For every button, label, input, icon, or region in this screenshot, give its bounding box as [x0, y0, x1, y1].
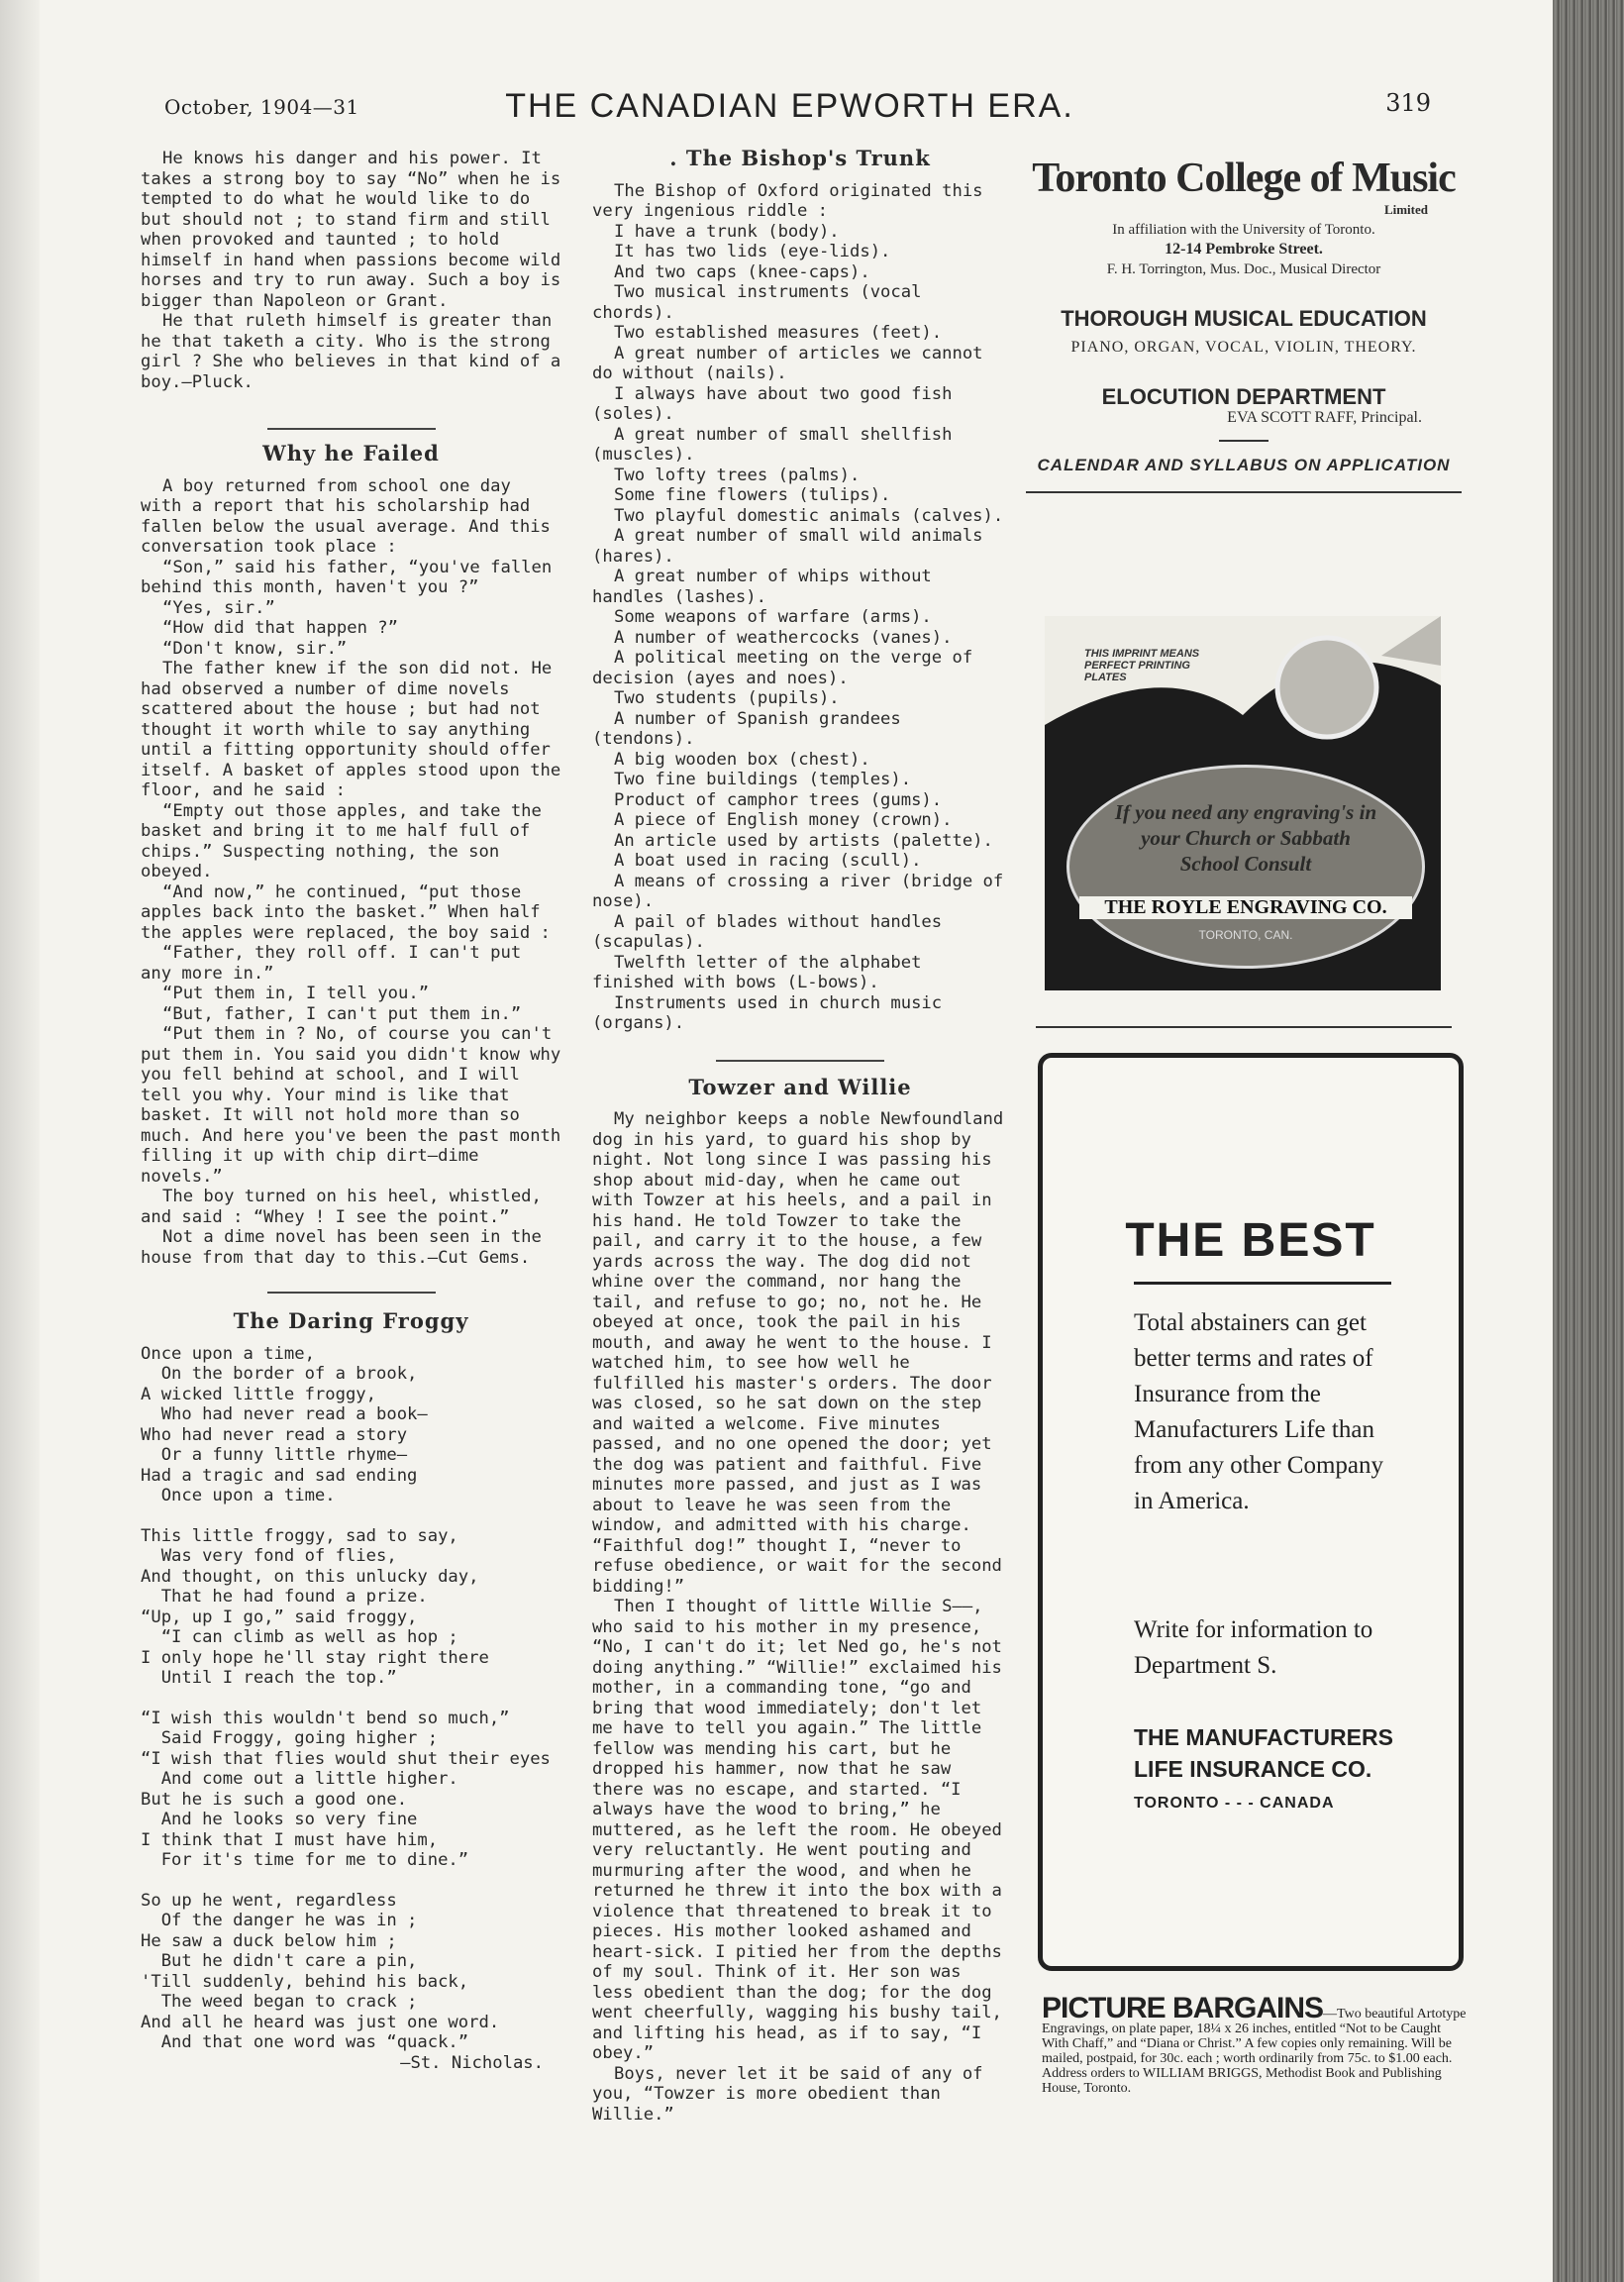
picture-bargains-ad: [1042, 1992, 1468, 2096]
best-underline: [1134, 1282, 1391, 1285]
picture-bargains-title: PICTURE BARGAINS: [1042, 1992, 1324, 2024]
riddle-line: Instruments used in church music (organs).: [592, 992, 943, 1033]
poem-line: But he is such a good one.: [141, 1789, 408, 1810]
book-spine: [1553, 0, 1624, 2282]
toronto-college-of-music-title: Toronto College of Music: [1032, 156, 1456, 201]
paragraph: Boys, never let it be said of any of you, “Towzer is more obedient than Willie.”: [592, 2063, 983, 2125]
riddle-line: I have a trunk (body).: [614, 221, 840, 242]
best-company: THE MANUFACTURERS LIFE INSURANCE CO.: [1134, 1724, 1393, 1782]
royle-city: TORONTO, CAN.: [1198, 928, 1293, 942]
riddle-line: Two fine buildings (temples).: [614, 770, 912, 789]
poem-line: “I wish that flies would shut their eyes: [141, 1748, 551, 1769]
poem-line: [141, 1506, 561, 1526]
poem-line: And thought, on this unlucky day,: [141, 1566, 479, 1587]
riddle-line: Product of camphor trees (gums).: [614, 789, 943, 810]
poem-line: Who had never read a book—: [141, 1404, 428, 1424]
riddle-line: A great number of small shellfish (muscles).: [592, 424, 953, 465]
riddle-line: A number of weathercocks (vanes).: [614, 627, 953, 648]
poem-line: He saw a duck below him ;: [141, 1930, 397, 1951]
column-left: [141, 149, 561, 2073]
paragraph: My neighbor keeps a noble Newfoundland dog in his yard, to guard his shop by night. Not long since I was passing his shop about mid-day, when he came out with Towzer at his heels, and a pail in his hand. He told Towzer to take the pail, and carry it to the house, a few yards across the way. The dog did not whine over the command, nor hang the tail, and refuse to go; no, not he. He obeyed at once, took the pail in his mouth, and away he went to the house. I watched him, to see how well he fulfilled his master's orders. The door was closed, so he sat down on the step and waited a welcome. Five minutes passed, and no one opened the door; yet the dog was patient and faithful. Five minutes more passed, and just as I was about to leave he was seen from the window, and admitted with his charge. “Faithful dog!” thought I, “never to refuse obedience, or wait for the second bidding!”: [592, 1109, 1004, 1597]
divider: [1036, 1026, 1452, 1028]
towzer-and-willie-body: [592, 1109, 1008, 2125]
paragraph: He knows his danger and his power. It takes a strong boy to say “No” when he is tempted to do what he would like to do but should not ; to stand firm and still when provoked and taunted ; to hold himself in hand when passions become wild horses and try to run away. Such a boy is bigger than Napoleon or Grant.: [141, 149, 561, 311]
riddle-line: Two established measures (feet).: [614, 323, 943, 343]
paragraph: A boy returned from school one day with a report that his scholarship had fallen below the usual average. And this conversation took place :: [141, 475, 551, 557]
paragraph: “Put them in ? No, of course you can't put them in. You said you didn't know why you fell behind at school, and I will tell you why. Your mind is like that basket. It will not hold more than so much. And here you've been the past month filling it up with chip dirt—dime novels.”: [141, 1024, 561, 1187]
magazine-title: THE CANADIAN EPWORTH ERA.: [505, 87, 1074, 125]
daring-froggy-poem: [141, 1344, 561, 2053]
paragraph: “How did that happen ?”: [162, 618, 398, 638]
poem-line: A wicked little froggy,: [141, 1384, 376, 1404]
riddle-line: Some fine flowers (tulips).: [614, 485, 891, 505]
riddle-line: Two lofty trees (palms).: [614, 465, 861, 485]
poem-line: I think that I must have him,: [141, 1829, 439, 1850]
poem-line: Of the danger he was in ;: [141, 1911, 418, 1930]
riddle-line: A number of Spanish grandees (tendons).: [592, 708, 901, 749]
paragraph: “Don't know, sir.”: [162, 638, 348, 659]
poem-line: Once upon a time,: [141, 1343, 315, 1364]
article-heading-why-he-failed: Why he Failed: [262, 441, 440, 466]
riddle-line: A political meeting on the verge of decision (ayes and noes).: [592, 648, 973, 688]
royle-oval: [1066, 765, 1425, 969]
tcm-director: F. H. Torrington, Mus. Doc., Musical Director: [1106, 261, 1381, 277]
poem-line: [141, 1871, 561, 1891]
riddle-line: It has two lids (eye-lids).: [614, 242, 891, 261]
riddle-line: An article used by artists (palette).: [614, 830, 993, 851]
paragraph: He that ruleth himself is greater than he that taketh a city. Who is the strong girl ? She who believes in that kind of a boy.—Pluck.: [141, 311, 561, 392]
tcm-address: 12-14 Pembroke Street.: [1165, 241, 1323, 258]
issue-date: October, 1904—31: [164, 95, 359, 119]
riddle-line: A piece of English money (crown).: [614, 810, 953, 830]
riddle-line: A great number of small wild animals (hares).: [592, 526, 983, 567]
paragraph: Not a dime novel has been seen in the house from that day to this.—Cut Gems.: [141, 1227, 542, 1268]
bishop-intro: The Bishop of Oxford originated this very ingenious riddle :: [592, 180, 983, 221]
riddle-line: Two students (pupils).: [614, 688, 840, 708]
riddle-line: A boat used in racing (scull).: [614, 851, 922, 871]
poem-line: Or a funny little rhyme—: [141, 1445, 408, 1465]
poem-line: For it's time for me to dine.”: [141, 1850, 469, 1870]
poem-line: Once upon a time.: [141, 1486, 336, 1505]
paragraph: “But, father, I can't put them in.”: [162, 1003, 522, 1024]
poem-line: On the border of a brook,: [141, 1364, 418, 1384]
paragraph: The father knew if the son did not. He had observed a number of dime novels scattered about the house ; but had not thought it worth while to say anything until a fitting opportunity should offer itself. A basket of apples stood upon the floor, and he said :: [141, 659, 561, 800]
poem-line: The weed began to crack ;: [141, 1992, 418, 2012]
intro-text: [141, 149, 561, 392]
poem-line: Until I reach the top.”: [141, 1668, 397, 1688]
best-title: THE BEST: [1125, 1214, 1376, 1267]
poem-line: But he didn't care a pin,: [141, 1951, 418, 1971]
riddle-line: And two caps (knee-caps).: [614, 261, 870, 282]
royle-imprint: THIS IMPRINT MEANS PERFECT PRINTING PLATES: [1084, 648, 1200, 683]
poem-line: And that one word was “quack.”: [141, 2032, 469, 2052]
column-middle: [592, 146, 1008, 2125]
tcm-elocution: ELOCUTION DEPARTMENT: [1101, 384, 1386, 409]
poem-line: [141, 1689, 561, 1709]
poem-line: I only hope he'll stay right there: [141, 1647, 489, 1668]
poem-line: So up he went, regardless: [141, 1890, 397, 1911]
tcm-thorough: THOROUGH MUSICAL EDUCATION: [1061, 306, 1427, 331]
paragraph: “Put them in, I tell you.”: [162, 984, 430, 1003]
paragraph: “Yes, sir.”: [162, 597, 275, 618]
article-heading-daring-froggy: The Daring Froggy: [233, 1308, 469, 1333]
paragraph: “Father, they roll off. I can't put any more in.”: [141, 943, 522, 984]
riddle-line: Two musical instruments (vocal chords).: [592, 282, 922, 323]
poem-line: This little froggy, sad to say,: [141, 1525, 458, 1546]
poem-line: And all he heard was just one word.: [141, 2012, 500, 2032]
tcm-limited: Limited: [1383, 202, 1428, 217]
poem-line: 'Till suddenly, behind his back,: [141, 1971, 469, 1992]
tcm-subjects: PIANO, ORGAN, VOCAL, VIOLIN, THEORY.: [1070, 338, 1417, 356]
riddle-line: A pail of blades without handles (scapulas).: [592, 911, 943, 952]
riddle-line: A great number of articles we cannot do without (nails).: [592, 343, 983, 383]
page-header: [139, 87, 1441, 127]
poem-line: And he looks so very fine: [141, 1810, 418, 1829]
poem-line: “I can climb as well as hop ;: [141, 1627, 458, 1647]
paragraph: Then I thought of little Willie S——, who said to his mother in my presence, “No, I can't do it; let Ned go, he's not doing anything.” “Willie!” exclaimed his mother, in a commanding tone, “go and bring that wood immediately; don't let me have to tell you again.” The little fellow was mending his cart, but he dropped his hammer, now that he saw there was no escape, and started. “I always have the wood to bring,” he muttered, as he left the room. He obeyed very reluctantly. He went pouting and murmuring after the wood, and when he returned he threw it into the box with a violence that threatened to break it to pieces. His mother looked ashamed and heart-sick. I pitied her from the depths of my soul. Think of it. Her son was less obedient than the dog; for the dog went cheerfully, wagging his bushy tail, and lifting his head, as if to say, “I obey.”: [592, 1597, 1002, 2063]
tcm-principal: EVA SCOTT RAFF, Principal.: [1227, 408, 1422, 426]
picture-bargains-text: —Two beautiful Artotype Engravings, on plate paper, 18¼ x 26 inches, entitled “Not to be Caught With Chaff,” and “Diana or Christ.” A few copies only remaining. Will be mailed, postpaid, for 30c. each ; worth ordinarily from 75c. to $1.00 each. Address orders to WILLIAM BRIGGS, Methodist Book and Publishing House, Toronto.: [1042, 2007, 1467, 2096]
riddle-line: A means of crossing a river (bridge of nose).: [592, 871, 1004, 911]
best-location: TORONTO - - - CANADA: [1134, 1795, 1335, 1812]
riddle-line: Twelfth letter of the alphabet finished with bows (L-bows).: [592, 952, 922, 992]
article-heading-bishops-trunk: . The Bishop's Trunk: [669, 146, 931, 170]
poem-line: Had a tragic and sad ending: [141, 1465, 418, 1486]
tcm-affiliation: In affiliation with the University of Toronto.: [1112, 222, 1375, 238]
riddle-line: A great number of whips without handles (lashes).: [592, 567, 932, 607]
poem-line: That he had found a prize.: [141, 1587, 428, 1607]
poem-line: And come out a little higher.: [141, 1769, 458, 1789]
royle-engraving-ad: [1045, 616, 1441, 990]
riddle-line: Two playful domestic animals (calves).: [614, 505, 1004, 526]
paragraph: “And now,” he continued, “put those apples back into the basket.” When half the apples were replaced, the boy said :: [141, 882, 551, 943]
poem-line: Said Froggy, going higher ;: [141, 1728, 439, 1748]
poem-line: Was very fond of flies,: [141, 1546, 397, 1566]
riddle-line: I always have about two good fish (soles).: [592, 383, 953, 424]
tcm-calendar: CALENDAR AND SYLLABUS ON APPLICATION: [1037, 455, 1451, 474]
paragraph: The boy turned on his heel, whistled, and said : “Whey ! I see the point.”: [141, 1187, 542, 1227]
riddle-line: Some weapons of warfare (arms).: [614, 607, 932, 627]
poem-line: “Up, up I go,” said froggy,: [141, 1607, 418, 1627]
poem-credit: —St. Nicholas.: [400, 2052, 544, 2073]
best-body: Total abstainers can get better terms and rates of Insurance from the Manufacturers Life than from any other Company in America.: [1134, 1309, 1384, 1514]
bishops-trunk-riddle: [592, 222, 1008, 1034]
why-he-failed-body: [141, 476, 561, 1269]
royle-company: THE ROYLE ENGRAVING CO.: [1079, 896, 1412, 919]
paragraph: “Son,” said his father, “you've fallen behind this month, haven't you ?”: [141, 557, 553, 597]
best-write: Write for information to Department S.: [1134, 1616, 1373, 1679]
poem-line: “I wish this wouldn't bend so much,”: [141, 1708, 510, 1728]
divider: [1026, 491, 1462, 493]
page-number: 319: [1385, 89, 1431, 117]
column-right-ads: [1026, 149, 1462, 493]
manufacturers-life-ad: [1038, 1053, 1464, 1971]
poem-line: Who had never read a story: [141, 1424, 408, 1445]
article-heading-towzer-and-willie: Towzer and Willie: [688, 1074, 912, 1099]
paragraph: “Empty out those apples, and take the basket and bring it to me half full of chips.” Suspecting nothing, the son obeyed.: [141, 800, 542, 882]
left-page-edge: [0, 0, 40, 2282]
riddle-line: A big wooden box (chest).: [614, 749, 870, 770]
royle-need: If you need any engraving's in your Church or Sabbath School Consult: [1114, 800, 1377, 876]
